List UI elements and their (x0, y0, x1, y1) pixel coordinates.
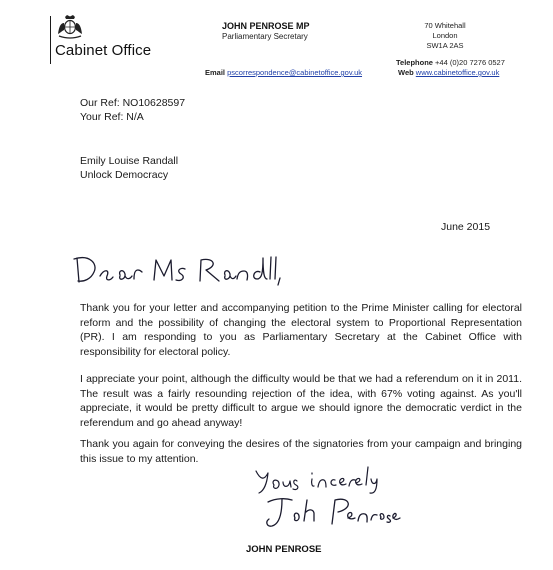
email-row (205, 68, 362, 77)
address-postcode: SW1A 2AS (426, 41, 464, 50)
letter-date: June 2015 (441, 221, 491, 233)
recipient-name: Emily Louise Randall (80, 155, 179, 167)
body-paragraph-2: I appreciate your point, although the difficulty would be that we had a referendum on it in 2011. The result was a fairly resounding rejection of the idea, with 67% voting against. As you'll appreciate, it would be pretty difficult to argue we should ignore the democratic verdict in the referendum and go ahead anyway! (80, 373, 522, 429)
telephone-row (396, 58, 505, 67)
telephone-label: Telephone (396, 58, 433, 67)
web-label: Web (398, 68, 414, 77)
letterhead-divider (50, 16, 51, 64)
handwritten-signature (262, 490, 402, 534)
web-row (398, 68, 499, 77)
email-label: Email (205, 68, 226, 77)
sender-role: Parliamentary Secretary (222, 32, 308, 41)
our-reference: Our Ref: NO10628597 (80, 97, 186, 109)
recipient-organisation: Unlock Democracy (80, 169, 169, 181)
handwritten-salutation (72, 252, 282, 288)
your-reference: Your Ref: N/A (80, 111, 144, 123)
web-link[interactable]: www.cabinetoffice.gov.uk (415, 68, 500, 77)
royal-coat-of-arms-icon (55, 14, 85, 40)
email-link[interactable]: pscorrespondence@cabinetoffice.gov.uk (227, 68, 363, 77)
organisation-name: Cabinet Office (55, 42, 152, 59)
address-line-1: 70 Whitehall (424, 21, 466, 30)
address-line-2: London (432, 31, 458, 40)
signatory-name: JOHN PENROSE (246, 544, 322, 555)
sender-name: JOHN PENROSE MP (222, 21, 310, 31)
body-paragraph-3: Thank you again for conveying the desires of the signatories from your campaign and bringing this issue to my attention. (80, 438, 522, 465)
body-paragraph-1: Thank you for your letter and accompanying petition to the Prime Minister calling for electoral reform and the possibility of changing the electoral system to Proportional Representation (PR). I am responding to you as Parliamentary Secretary at the Cabinet Office with responsibility for electoral policy. (80, 302, 522, 358)
telephone-number: +44 (0)20 7276 0527 (435, 58, 505, 67)
